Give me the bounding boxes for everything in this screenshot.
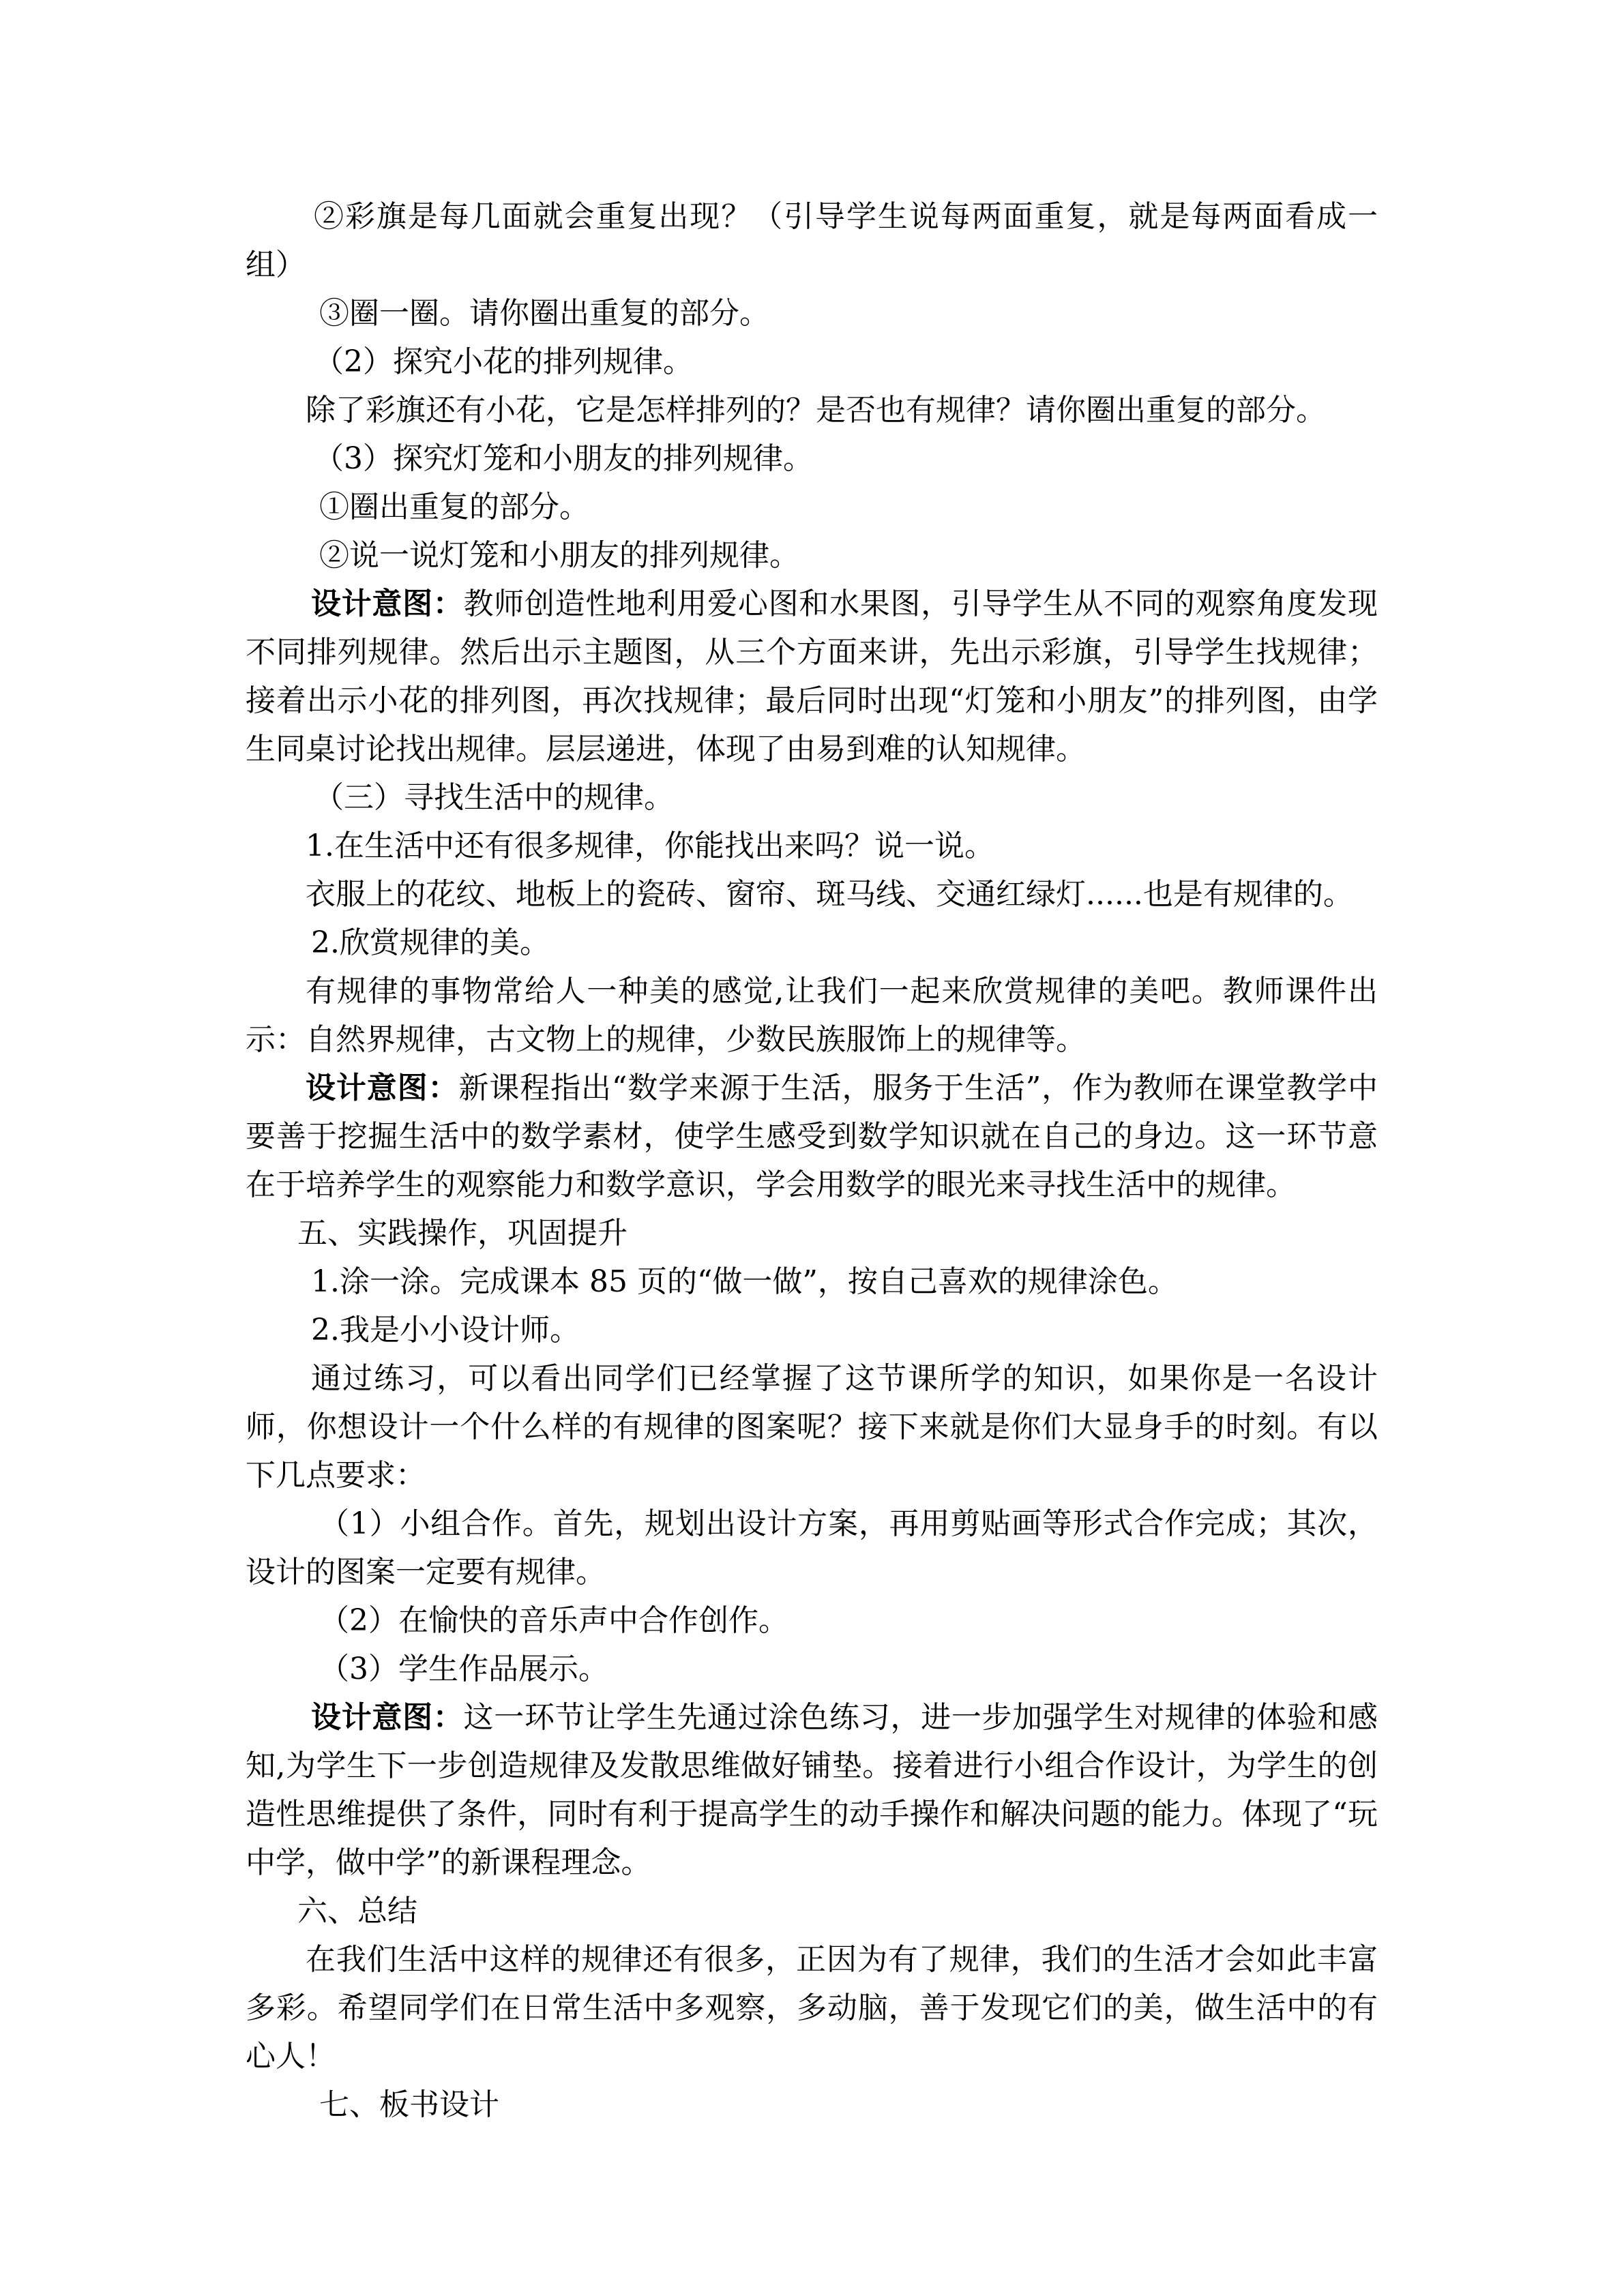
paragraph: 衣服上的花纹、地板上的瓷砖、窗帘、斑马线、交通红绿灯......也是有规律的。 <box>306 877 1353 912</box>
paragraph: （3）探究灯笼和小朋友的排列规律。 <box>314 441 813 476</box>
paragraph: 在我们生活中这样的规律还有很多，正因为有了规律，我们的生活才会如此丰富多彩。希望同学们在日常生活中多观察，多动脑，善于发现它们的美，做生活中的有心人！ <box>246 1942 1378 2074</box>
paragraph: 2.欣赏规律的美。 <box>311 925 550 960</box>
design-intent-label: 设计意图： <box>311 1700 464 1735</box>
design-intent-label: 设计意图： <box>311 586 464 621</box>
paragraph: 1.在生活中还有很多规律，你能找出来吗？说一说。 <box>306 829 994 863</box>
section-heading: 五、实践操作，巩固提升 <box>297 1216 628 1251</box>
design-intent-paragraph <box>246 1693 1378 1887</box>
design-intent-text: 教师创造性地利用爱心图和水果图，引导学生从不同的观察角度发现不同排列规律。然后出示主题图，从三个方面来讲，先出示彩旗，引导学生找规律；接着出示小花的排列图，再次找规律；最后同时出现“灯笼和小朋友”的排列图，由学生同桌讨论找出规律。层层递进，体现了由易到难的认知规律。 <box>246 586 1378 766</box>
design-intent-text: 这一环节让学生先通过涂色练习，进一步加强学生对规律的体验和感知,为学生下一步创造规律及发散思维做好铺垫。接着进行小组合作设计，为学生的创造性思维提供了条件，同时有利于提高学生的动手操作和解决问题的能力。体现了“玩中学，做中学”的新课程理念。 <box>246 1700 1378 1880</box>
section-heading: （三）寻找生活中的规律。 <box>314 780 674 815</box>
design-intent-text: 新课程指出“数学来源于生活，服务于生活”，作为教师在课堂教学中要善于挖掘生活中的数学素材，使学生感受到数学知识就在自己的身边。这一环节意在于培养学生的观察能力和数学意识，学会用数学的眼光来寻找生活中的规律。 <box>246 1071 1378 1202</box>
paragraph: ②彩旗是每几面就会重复出现？（引导学生说每两面重复，就是每两面看成一组） <box>246 199 1378 282</box>
paragraph: （1）小组合作。首先，规划出设计方案，再用剪贴画等形式合作完成；其次，设计的图案一定要有规律。 <box>246 1506 1378 1590</box>
paragraph: ③圈一圈。请你圈出重复的部分。 <box>319 296 769 331</box>
paragraph: 通过练习，可以看出同学们已经掌握了这节课所学的知识，如果你是一名设计师，你想设计一个什么样的有规律的图案呢？接下来就是你们大显身手的时刻。有以下几点要求： <box>246 1361 1378 1493</box>
section-heading: 七、板书设计 <box>319 2087 499 2122</box>
paragraph: ②说一说灯笼和小朋友的排列规律。 <box>319 538 799 573</box>
design-intent-label: 设计意图： <box>306 1071 459 1105</box>
paragraph: （2）探究小花的排列规律。 <box>314 344 693 379</box>
design-intent-paragraph <box>246 1064 1378 1209</box>
paragraph: （3）学生作品展示。 <box>319 1652 608 1686</box>
paragraph: ①圈出重复的部分。 <box>319 490 589 524</box>
paragraph: 1.涂一涂。完成课本 85 页的“做一做”，按自己喜欢的规律涂色。 <box>311 1264 1178 1299</box>
paragraph: 2.我是小小设计师。 <box>311 1313 580 1347</box>
paragraph: 有规律的事物常给人一种美的感觉,让我们一起来欣赏规律的美吧。教师课件出示：自然界规律，古文物上的规律，少数民族服饰上的规律等。 <box>246 974 1378 1057</box>
section-heading: 六、总结 <box>297 1894 417 1928</box>
paragraph: 除了彩旗还有小花，它是怎样排列的？是否也有规律？请你圈出重复的部分。 <box>306 393 1326 428</box>
paragraph: （2）在愉快的音乐声中合作创作。 <box>319 1603 788 1638</box>
document-body <box>246 192 1378 2129</box>
design-intent-paragraph <box>246 580 1378 773</box>
